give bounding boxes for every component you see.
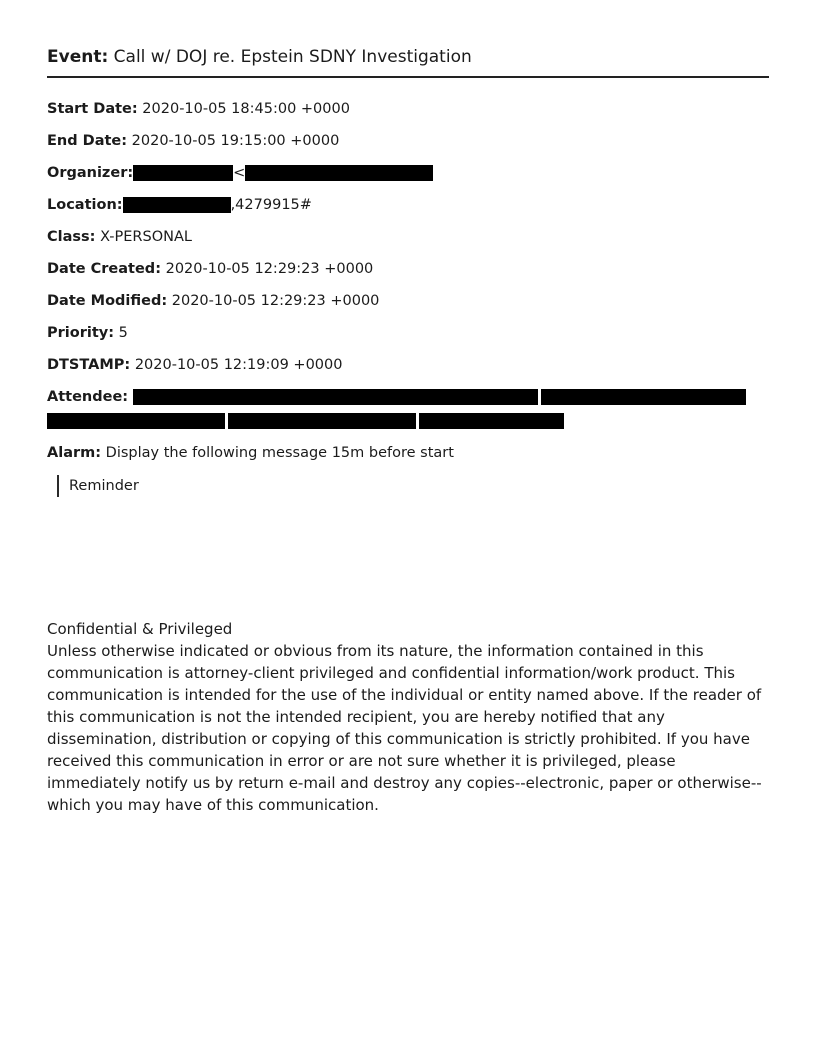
date-modified-value: 2020-10-05 12:29:23 +0000 <box>167 293 380 309</box>
field-date-modified <box>47 291 769 311</box>
redaction-box <box>245 165 433 181</box>
event-label: Event: <box>47 47 109 67</box>
attendee-label: Attendee: <box>47 389 129 405</box>
organizer-label: Organizer: <box>47 165 134 181</box>
event-title-text: Call w/ DOJ re. Epstein SDNY Investigation <box>108 47 472 67</box>
location-label: Location: <box>47 197 123 213</box>
field-attendee <box>47 387 769 431</box>
field-start-date <box>47 99 769 119</box>
redaction-box <box>47 413 225 429</box>
start-date-label: Start Date: <box>47 101 138 117</box>
location-suffix: ,4279915# <box>230 197 312 213</box>
priority-value: 5 <box>114 325 128 341</box>
redaction-box <box>419 413 564 429</box>
end-date-value: 2020-10-05 19:15:00 +0000 <box>127 133 340 149</box>
redaction-box <box>541 389 746 405</box>
date-created-label: Date Created: <box>47 261 161 277</box>
field-alarm <box>47 443 769 463</box>
alarm-label: Alarm: <box>47 445 102 461</box>
date-modified-label: Date Modified: <box>47 293 168 309</box>
start-date-value: 2020-10-05 18:45:00 +0000 <box>137 101 350 117</box>
priority-label: Priority: <box>47 325 115 341</box>
attendee-line-1 <box>47 387 769 407</box>
field-priority <box>47 323 769 343</box>
redaction-box <box>228 413 416 429</box>
field-location <box>47 195 769 215</box>
attendee-line-2 <box>47 411 769 431</box>
alarm-value: Display the following message 15m before start <box>101 445 454 461</box>
redaction-box <box>133 389 538 405</box>
field-dtstamp <box>47 355 769 375</box>
dtstamp-label: DTSTAMP: <box>47 357 131 373</box>
field-end-date <box>47 131 769 151</box>
page-title <box>47 46 769 78</box>
confidentiality-body: Unless otherwise indicated or obvious from its nature, the information contained in this communication is attorney-client privileged and confidential information/work product. This communication is intended for the use of the individual or entity named above. If the reader of this communication is not the intended recipient, you are hereby notified that any dissemination, distribution or copying of this communication is strictly prohibited. If you have received this communication in error or are not sure whether it is privileged, please immediately notify us by return e-mail and destroy any copies--electronic, paper or otherwise--which you may have of this communication. <box>47 642 762 814</box>
field-date-created <box>47 259 769 279</box>
field-class <box>47 227 769 247</box>
alarm-message-text: Reminder <box>69 478 139 494</box>
redaction-box <box>133 165 233 181</box>
class-value: X-PERSONAL <box>95 229 192 245</box>
end-date-label: End Date: <box>47 133 128 149</box>
confidentiality-notice <box>47 618 769 816</box>
field-organizer <box>47 163 769 183</box>
organizer-separator: < <box>233 165 246 181</box>
redaction-box <box>123 197 231 213</box>
class-label: Class: <box>47 229 96 245</box>
dtstamp-value: 2020-10-05 12:19:09 +0000 <box>130 357 343 373</box>
alarm-message-quote <box>57 475 769 497</box>
confidentiality-heading: Confidential & Privileged <box>47 620 233 638</box>
date-created-value: 2020-10-05 12:29:23 +0000 <box>161 261 374 277</box>
